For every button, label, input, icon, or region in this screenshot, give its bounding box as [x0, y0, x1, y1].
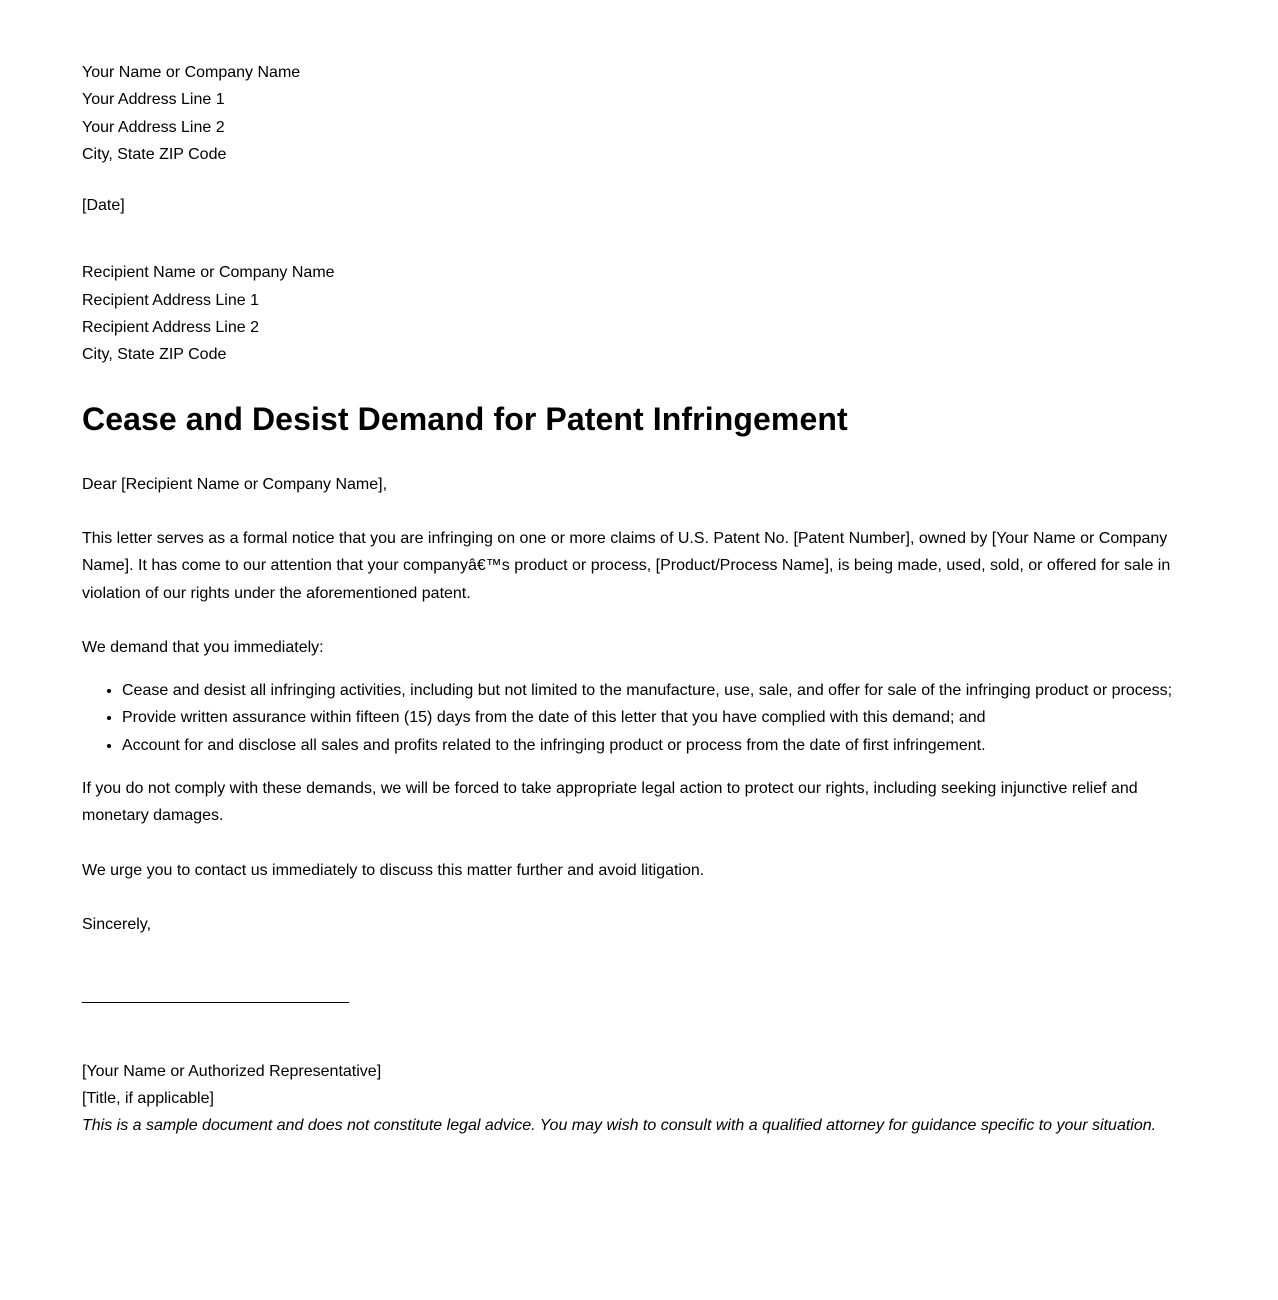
sender-address-line-2: Your Address Line 2: [82, 118, 225, 136]
demand-intro: We demand that you immediately:: [82, 638, 324, 656]
signature-block: [82, 1058, 1182, 1140]
demand-item: • Account for and disclose all sales and profits related to the infringing product or process from the date of first infringement.: [122, 732, 1182, 759]
recipient-name: Recipient Name or Company Name: [82, 264, 335, 282]
demand-item: • Cease and desist all infringing activities, including but not limited to the manufacture, use, sale, and offer for sale of the infringing product or process;: [122, 677, 1182, 704]
sender-address-block: [82, 59, 1182, 168]
letter-date: [Date]: [82, 197, 125, 215]
signer-name: [Your Name or Authorized Representative]: [82, 1062, 382, 1080]
notice-paragraph: This letter serves as a formal notice that you are infringing on one or more claims of U.S. Patent No. [Patent Number], owned by [Your Name or Company Name]. It has come to our attention that your companyâ€™s product or process, [Product/Process Name], is being made, used, sold, or offered for sale in violation of our rights under the aforementioned patent.: [82, 529, 1171, 602]
disclaimer-note: This is a sample document and does not constitute legal advice. You may wish to consult with a qualified attorney for guidance specific to your situation.: [82, 1117, 1157, 1135]
recipient-city-state-zip: City, State ZIP Code: [82, 346, 227, 364]
sender-address-line-1: Your Address Line 1: [82, 91, 225, 109]
salutation: Dear [Recipient Name or Company Name],: [82, 475, 388, 493]
letter-title: Cease and Desist Demand for Patent Infringement: [82, 400, 848, 437]
recipient-address-line-1: Recipient Address Line 1: [82, 291, 259, 309]
signature-line: ______________________________: [82, 987, 349, 1005]
signer-title: [Title, if applicable]: [82, 1089, 214, 1107]
demand-item: • Provide written assurance within fifteen (15) days from the date of this letter that you have complied with this demand; and: [122, 704, 1182, 731]
closing: Sincerely,: [82, 915, 152, 933]
demands-list: [82, 677, 1182, 759]
sender-name: Your Name or Company Name: [82, 64, 301, 81]
recipient-address-line-2: Recipient Address Line 2: [82, 319, 259, 337]
sender-city-state-zip: City, State ZIP Code: [82, 145, 227, 163]
consequence-paragraph: If you do not comply with these demands, we will be forced to take appropriate legal action to protect our rights, including seeking injunctive relief and monetary damages.: [82, 780, 1138, 825]
recipient-address-block: [82, 259, 1182, 368]
letter-document: [82, 59, 1182, 1139]
urge-paragraph: We urge you to contact us immediately to discuss this matter further and avoid litigation.: [82, 861, 705, 879]
